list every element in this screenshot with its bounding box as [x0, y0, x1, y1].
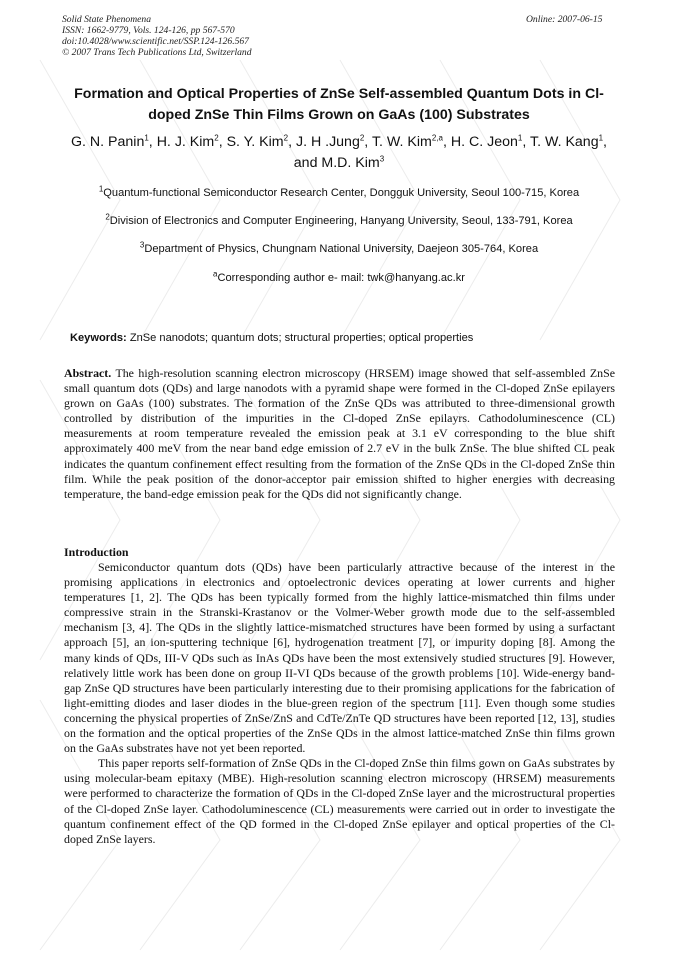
- author-affiliation-marker: 2,a: [431, 133, 443, 143]
- introduction-body: [64, 560, 615, 847]
- affiliation-marker: 1: [98, 184, 104, 194]
- author: T. W. Kim: [371, 134, 432, 150]
- online-date: Online: 2007-06-15: [526, 14, 603, 25]
- affiliation-3: [62, 242, 616, 256]
- journal-name: Solid State Phenomena: [62, 14, 151, 25]
- author-affiliation-marker: 1: [144, 133, 149, 143]
- author: H. C. Jeon: [450, 134, 518, 150]
- author-affiliation-marker: 2: [359, 133, 365, 143]
- author-affiliation-marker: 2: [283, 133, 289, 143]
- abstract: [64, 366, 615, 502]
- paper-title: Formation and Optical Properties of ZnSe Self-assembled Quantum Dots in Cl-doped ZnSe Thin Films Grown on GaAs (100) Substrates: [74, 86, 604, 123]
- author: M.D. Kim: [321, 155, 380, 171]
- keywords-label: Keywords:: [70, 332, 127, 344]
- author: S. Y. Kim: [226, 134, 284, 150]
- introduction-paragraph: This paper reports self-formation of ZnSe QDs in the Cl-doped ZnSe thin films gown on GaAs substrates by using molecular-beam epitaxy (MBE). High-resolution scanning electron microscopy (HRSEM) measurements were performed to characterize the formation of QDs in the Cl-doped ZnSe layer and the microstructural properties of the Cl-doped ZnSe layer. Cathodoluminescence (CL) measurements were carried out in order to investigate the quantum confinement effect of the QD formed in the Cl-doped ZnSe epilayer and optical properties of the Cl-doped ZnSe layers.: [64, 756, 615, 846]
- doi-line: doi:10.4028/www.scientific.net/SSP.124-126.567: [62, 36, 249, 47]
- author-list: G. N. Panin$^1$, H. J. Kim$^2$, S. Y. Kim$^2$, J. H .Jung$^2$, T. W. Kim$^{2,a}$, H. C. Jeon$^1$, T. W. Kang$^1$, and M.D. Kim$^3$: [71, 133, 607, 171]
- author: T. W. Kang: [529, 134, 599, 150]
- author-affiliation-marker: 1: [598, 133, 604, 143]
- journal-header: [62, 14, 252, 58]
- affiliation-marker: a: [213, 269, 218, 279]
- affiliation-marker: 3: [139, 240, 145, 250]
- author: G. N. Panin: [71, 134, 145, 150]
- corresponding-author-email: Corresponding author e- mail: twk@hanyang.ac.kr: [217, 272, 465, 284]
- affiliation-text: Department of Physics, Chungnam National University, Daejeon 305-764, Korea: [144, 243, 539, 255]
- author-affiliation-marker: 1: [517, 133, 523, 143]
- copyright-line: © 2007 Trans Tech Publications Ltd, Switzerland: [62, 47, 252, 58]
- keywords-text: ZnSe nanodots; quantum dots; structural properties; optical properties: [129, 332, 474, 344]
- affiliation-2: [62, 214, 616, 228]
- author-affiliation-marker: 3: [379, 154, 385, 164]
- affiliation-text: Quantum-functional Semiconductor Research Center, Dongguk University, Seoul 100-715, Korea: [103, 187, 580, 199]
- introduction-paragraph: Semiconductor quantum dots (QDs) have been particularly attractive because of the interest in the promising applications in electronics and optoelectronic devices operating at lower currents and higher temperatures [1, 2]. The QDs has been typically formed from the highly lattice-mismatched thin films under compressive strain in the Stranski-Krastanov or the Volmer-Weber growth mode due to the self-assembled mechanism [3, 4]. The QDs in the slightly lattice-mismatched structures have been formed by using a surfactant approach [5], an ion-sputtering technique [6], hydrogenation treatment [7], or impurity doping [8]. Among the many kinds of QDs, III-V QDs such as InAs QDs have been the most extensively studied structures [9]. However, relatively little work has been done on group II-VI QDs because of the growth problems [10]. Wide-energy band-gap ZnSe QD structures have been particularly interesting due to their promising applications for the fabrication of light-emitting diodes and laser diodes in the blue-green region of the spectrum [11]. Even though some studies concerning the physical properties of ZnSe/ZnS and CdTe/ZnTe QD structures have been reported [12, 13], studies on the formation and the optical properties of the ZnSe QDs in the almost lattice-matched ZnSe thin films grown on the GaAs substrates have not yet been reported.: [64, 560, 615, 756]
- introduction-heading: Introduction: [64, 545, 129, 559]
- abstract-text: The high-resolution scanning electron microscopy (HRSEM) image showed that self-assembled ZnSe small quantum dots (QDs) and large nanodots with a pyramid shape were formed in the Cl-doped ZnSe epilayers grown on GaAs (100) substrates. The formation of the ZnSe QDs was attributed to three-dimensional growth controlled by distribution of the impurities in the Cl-doped ZnSe epilayrs. Cathodoluminescence (CL) measurements at room temperature revealed the emission peak at 3.1 eV corresponding to the blue shift approximately 400 meV from the near band edge emission of 2.7 eV in the bulk ZnSe. The blue shifted CL peak indicates the quantum confinement effect resulting from the formation of the ZnSe QDs in the Cl-doped ZnSe thin film. While the peak position of the donor-acceptor pair emission shifted to higher energies with decreasing temperature, the band-edge emission peak for the QDs did not significantly change.: [64, 366, 615, 501]
- affiliation-text: Division of Electronics and Computer Engineering, Hanyang University, Seoul, 133-791, Korea: [109, 215, 573, 227]
- author-conjunction: and: [293, 155, 318, 171]
- affiliation-marker: 2: [105, 212, 110, 222]
- affiliation-1: [62, 186, 616, 200]
- author: H. J. Kim: [156, 134, 215, 150]
- corresponding-author: [62, 271, 616, 285]
- author-affiliation-marker: 2: [214, 133, 219, 143]
- abstract-label: Abstract.: [64, 366, 112, 380]
- issn-line: ISSN: 1662-9779, Vols. 124-126, pp 567-570: [62, 25, 235, 36]
- author: J. H .Jung: [295, 134, 360, 150]
- keywords: [70, 331, 473, 345]
